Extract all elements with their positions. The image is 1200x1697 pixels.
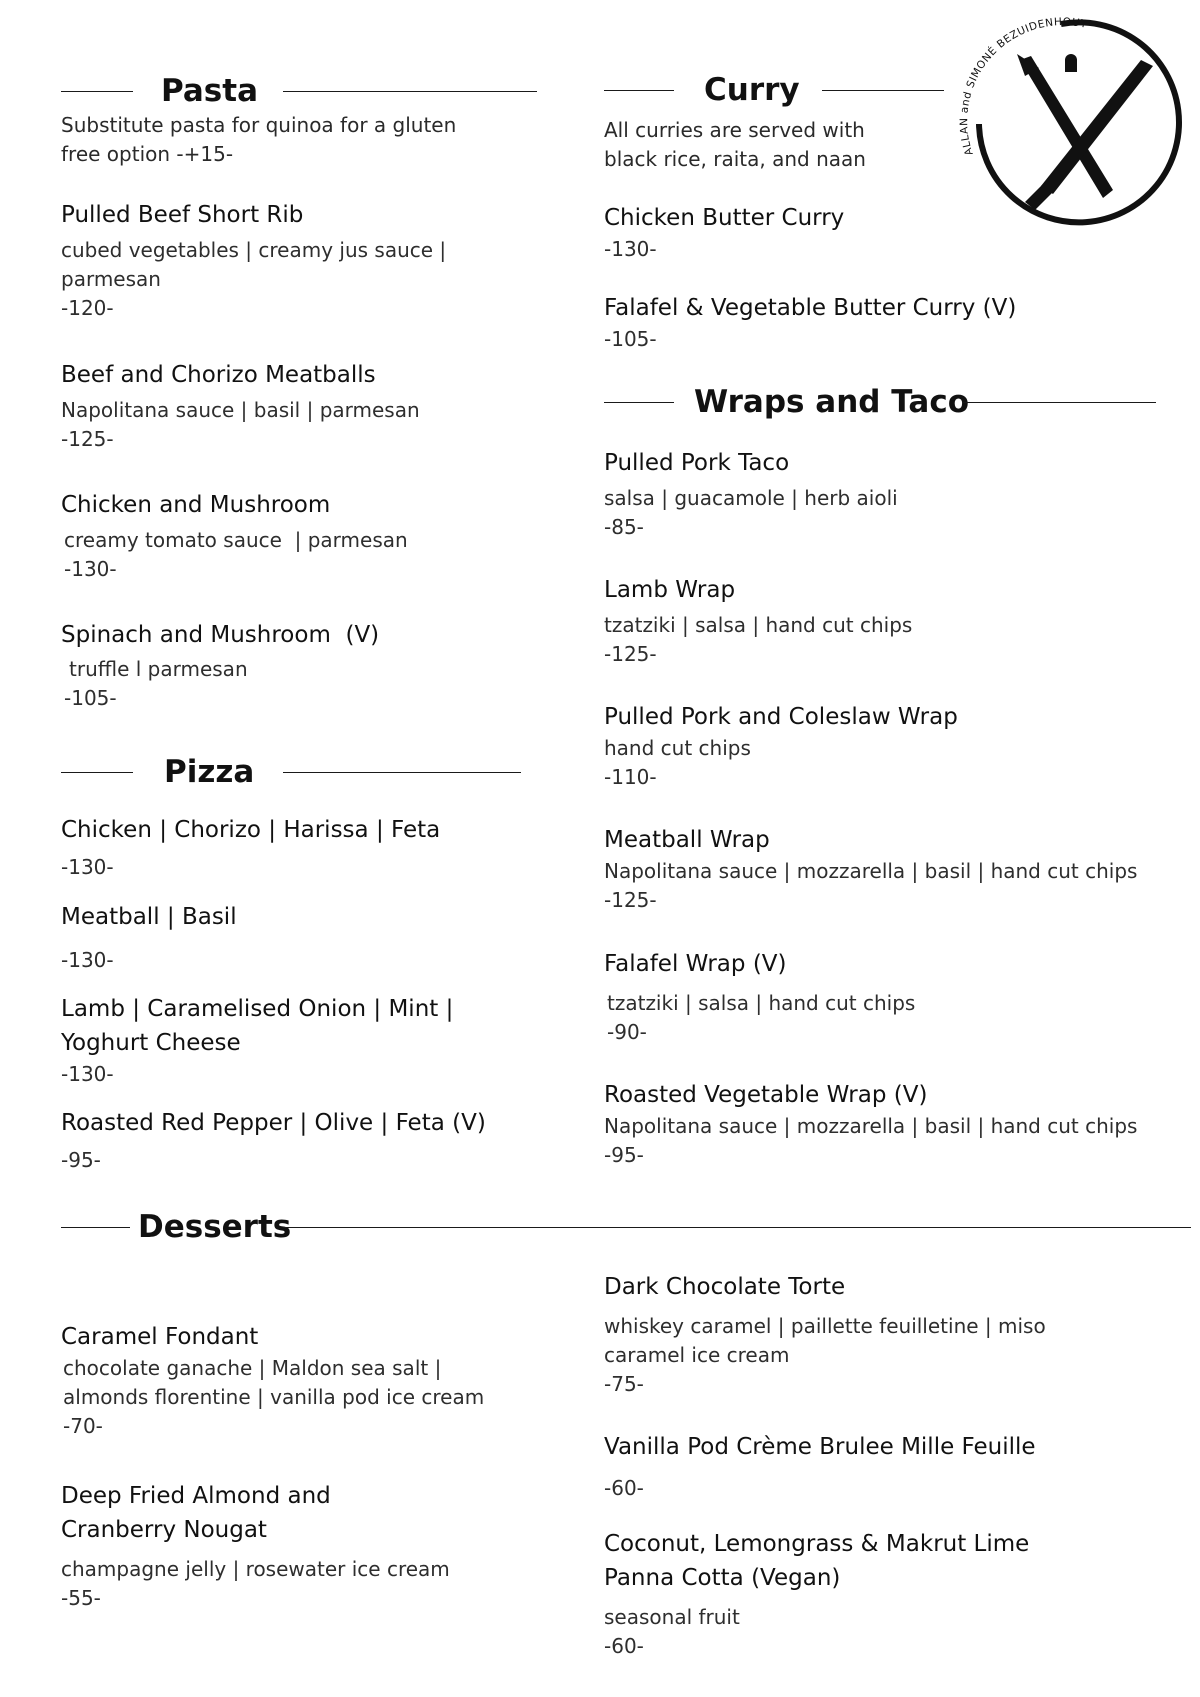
- menu-item: [604, 291, 1084, 354]
- logo-text: ALLAN and SIMONÉ BEZUIDENHOUT: [958, 15, 1089, 157]
- item-description: tzatziki | salsa | hand cut chips: [604, 613, 913, 637]
- curry-note: All curries are served with black rice, raita, and naan: [604, 118, 866, 171]
- item-description: salsa | guacamole | herb aioli: [604, 486, 898, 510]
- item-price: -125-: [604, 642, 657, 666]
- item-price: -105-: [604, 327, 657, 351]
- item-description: truffle l parmesan: [69, 657, 248, 681]
- item-name: Meatball Wrap: [604, 827, 770, 853]
- heading-rule: [283, 1227, 1191, 1228]
- item-description: hand cut chips: [604, 736, 751, 760]
- crossed-knives-icon: [1017, 54, 1153, 210]
- section-title: Desserts: [138, 1209, 292, 1245]
- wraps-heading: [604, 382, 1156, 422]
- section-title: Wraps and Taco: [694, 384, 970, 420]
- item-description: Napolitana sauce | mozzarella | basil | hand cut chips: [604, 1114, 1138, 1138]
- menu-item: [61, 992, 531, 1089]
- item-name: Meatball | Basil: [61, 904, 237, 930]
- item-name: Falafel & Vegetable Butter Curry (V): [604, 295, 1017, 321]
- item-name: Roasted Red Pepper | Olive | Feta (V): [61, 1110, 486, 1136]
- heading-rule: [604, 90, 674, 91]
- item-price: -60-: [604, 1476, 644, 1500]
- section-title: Pizza: [164, 754, 255, 790]
- menu-item: [604, 201, 1084, 264]
- item-price: -110-: [604, 765, 657, 789]
- item-name: Dark Chocolate Torte: [604, 1274, 846, 1300]
- heading-rule: [61, 91, 133, 92]
- item-price: -105-: [64, 686, 117, 710]
- item-name: Coconut, Lemongrass & Makrut Lime Panna Cotta (Vegan): [604, 1531, 1030, 1591]
- item-price: -95-: [604, 1143, 644, 1167]
- item-price: -120-: [61, 296, 114, 320]
- item-description: chocolate ganache | Maldon sea salt | almonds florentine | vanilla pod ice cream: [63, 1356, 485, 1409]
- menu-item: [61, 900, 541, 975]
- menu-item: [61, 618, 521, 713]
- chef-hat-icon: [1065, 54, 1077, 72]
- item-price: -125-: [61, 427, 114, 451]
- item-price: -130-: [61, 1062, 114, 1086]
- item-price: -75-: [604, 1372, 644, 1396]
- item-description: Napolitana sauce | basil | parmesan: [61, 398, 420, 422]
- item-price: -70-: [63, 1414, 103, 1438]
- item-price: -95-: [61, 1148, 101, 1172]
- item-price: -125-: [604, 888, 657, 912]
- menu-item: [604, 700, 1184, 792]
- heading-rule: [61, 1227, 130, 1228]
- heading-rule: [822, 90, 944, 91]
- desserts-heading: [61, 1207, 1191, 1247]
- item-name: Vanilla Pod Crème Brulee Mille Feuille: [604, 1434, 1036, 1460]
- item-price: -130-: [61, 948, 114, 972]
- item-description: creamy tomato sauce | parmesan: [64, 528, 408, 552]
- item-name: Caramel Fondant: [61, 1324, 259, 1350]
- item-description: champagne jelly | rosewater ice cream: [61, 1557, 450, 1581]
- item-description: tzatziki | salsa | hand cut chips: [607, 991, 916, 1015]
- item-name: Falafel Wrap (V): [604, 951, 787, 977]
- item-name: Pulled Beef Short Rib: [61, 202, 304, 228]
- item-name: Pulled Pork Taco: [604, 450, 790, 476]
- heading-rule: [61, 772, 133, 773]
- item-description: seasonal fruit: [604, 1605, 740, 1629]
- menu-item: [604, 1078, 1194, 1170]
- menu-item: [61, 488, 521, 584]
- menu-item: [61, 1320, 541, 1441]
- item-name: Lamb | Caramelised Onion | Mint | Yoghurt Cheese: [61, 996, 454, 1056]
- menu-item: [604, 1527, 1074, 1661]
- heading-rule: [962, 402, 1156, 403]
- menu-item: [61, 358, 521, 454]
- menu-item: [604, 1270, 1164, 1399]
- item-price: -55-: [61, 1586, 101, 1610]
- item-name: Spinach and Mushroom (V): [61, 622, 380, 648]
- item-name: Pulled Pork and Coleslaw Wrap: [604, 704, 958, 730]
- item-price: -90-: [607, 1020, 647, 1044]
- item-name: Beef and Chorizo Meatballs: [61, 362, 376, 388]
- menu-item: [604, 823, 1194, 915]
- menu-item: [604, 1430, 1184, 1503]
- item-name: Chicken Butter Curry: [604, 205, 845, 231]
- pasta-heading: [61, 71, 537, 111]
- item-description: Napolitana sauce | mozzarella | basil | hand cut chips: [604, 859, 1138, 883]
- pizza-heading: [61, 752, 521, 792]
- pasta-note: Substitute pasta for quinoa for a gluten free option -+15-: [61, 113, 457, 166]
- heading-rule: [283, 91, 537, 92]
- heading-rule: [604, 402, 674, 403]
- menu-item: [61, 1106, 561, 1175]
- item-name: Chicken and Mushroom: [61, 492, 331, 518]
- item-price: -85-: [604, 515, 644, 539]
- menu-item: [604, 573, 1184, 669]
- item-name: Roasted Vegetable Wrap (V): [604, 1082, 928, 1108]
- menu-item: [61, 198, 521, 323]
- item-name: Lamb Wrap: [604, 577, 736, 603]
- item-price: -130-: [604, 237, 657, 261]
- menu-item: [604, 446, 1184, 542]
- item-price: -130-: [64, 557, 117, 581]
- menu-item: [61, 1479, 541, 1613]
- curry-heading: [604, 70, 944, 110]
- item-description: whiskey caramel | paillette feuilletine | miso caramel ice cream: [604, 1314, 1046, 1367]
- item-description: cubed vegetables | creamy jus sauce | parmesan: [61, 238, 447, 291]
- section-title: Curry: [704, 72, 800, 108]
- heading-rule: [283, 772, 521, 773]
- item-name: Chicken | Chorizo | Harissa | Feta: [61, 817, 441, 843]
- item-price: -130-: [61, 855, 114, 879]
- item-price: -60-: [604, 1634, 644, 1658]
- menu-item: [604, 947, 1184, 1047]
- section-title: Pasta: [161, 73, 258, 109]
- item-name: Deep Fried Almond and Cranberry Nougat: [61, 1483, 331, 1543]
- menu-item: [61, 813, 541, 882]
